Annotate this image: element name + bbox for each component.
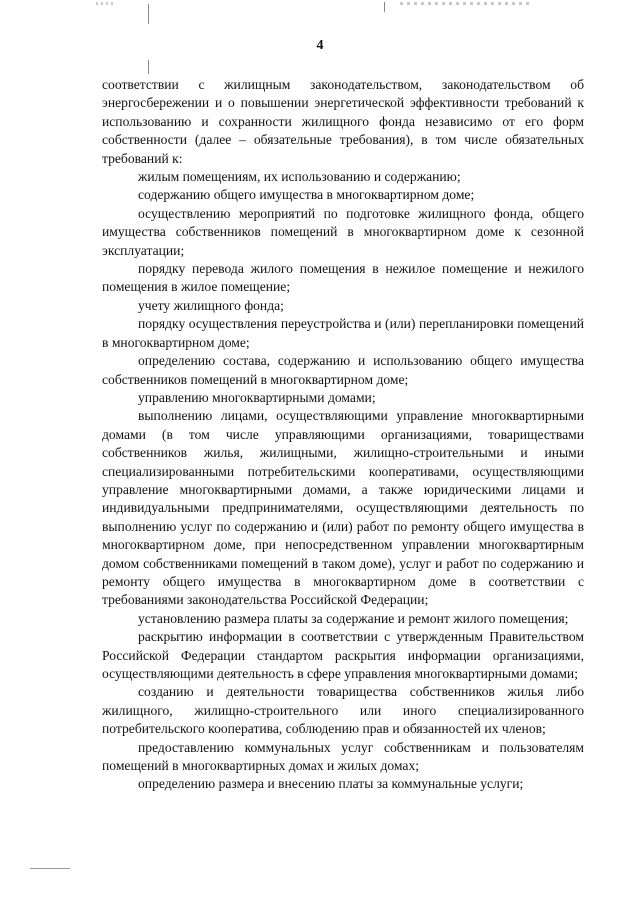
paragraph: созданию и деятельности товарищества собственников жилья либо жилищного, жилищно-строительного или иного специализированного потребительского кооператива, соблюдению прав и обязанностей их членов; [102,684,584,737]
paragraph: учету жилищного фонда; [138,297,284,313]
paragraph: раскрытию информации в соответствии с утвержденным Правительством Российской Федерации стандартом раскрытия информации организациями, осуществляющими деятельность в сфере управления многоквартирными домами; [102,629,584,681]
paragraph: осуществлению мероприятий по подготовке жилищного фонда, общего имущества собственников помещений в многоквартирном доме к сезонной эксплуатации; [102,205,584,258]
page-number: 4 [316,38,324,53]
document-body [102,76,584,794]
scan-artifact-line [384,2,385,12]
scan-artifact-noise [400,2,530,5]
paragraph: жилым помещениям, их использованию и содержанию; [138,169,461,185]
paragraph: соответствии с жилищным законодательством, законодательством об энергосбережении и о повышении энергетической эффективности требований к использованию и сохранности жилищного фонда независимо от его форм собственности (далее – обязательные требования), в том числе обязательных требований к: [102,77,584,166]
paragraph: выполнению лицами, осуществляющими управление многоквартирными домами (в том числе управляющими организациями, товариществами собственников жилья, жилищными, жилищно-строительными и иными специализированными потребительскими кооперативами, осуществляющими управление многоквартирными домами, а также юридическими лицами и индивидуальными предпринимателями, осуществляющими деятельность по выполнению услуг по содержанию и (или) работ по ремонту общего имущества в многоквартирном доме, при непосредственном управлении многоквартирным домом собственниками помещений в таком доме), услуг и работ по содержанию и ремонту общего имущества в многоквартирном доме в соответствии с требованиями законодательства Российской Федерации; [102,408,584,608]
paragraph: порядку осуществления переустройства и (или) перепланировки помещений в многоквартирном доме; [102,316,584,350]
paragraph: определению состава, содержанию и использованию общего имущества собственников помещений в многоквартирном доме; [102,353,584,387]
paragraph: определению размера и внесению платы за коммунальные услуги; [138,776,524,792]
paragraph: содержанию общего имущества в многоквартирном доме; [138,187,475,203]
paragraph: установлению размера платы за содержание и ремонт жилого помещения; [138,610,569,626]
scan-artifact-line [30,868,70,869]
scan-artifact-line [148,60,149,74]
paragraph: предоставлению коммунальных услуг собственникам и пользователям помещений в многоквартирных домах и жилых домах; [102,739,584,774]
scan-artifact-noise [96,2,116,5]
paragraph: порядку перевода жилого помещения в нежилое помещение и нежилого помещения в жилое помещение; [102,261,584,295]
scan-artifact-line [148,4,149,24]
paragraph: управлению многоквартирными домами; [138,389,376,405]
